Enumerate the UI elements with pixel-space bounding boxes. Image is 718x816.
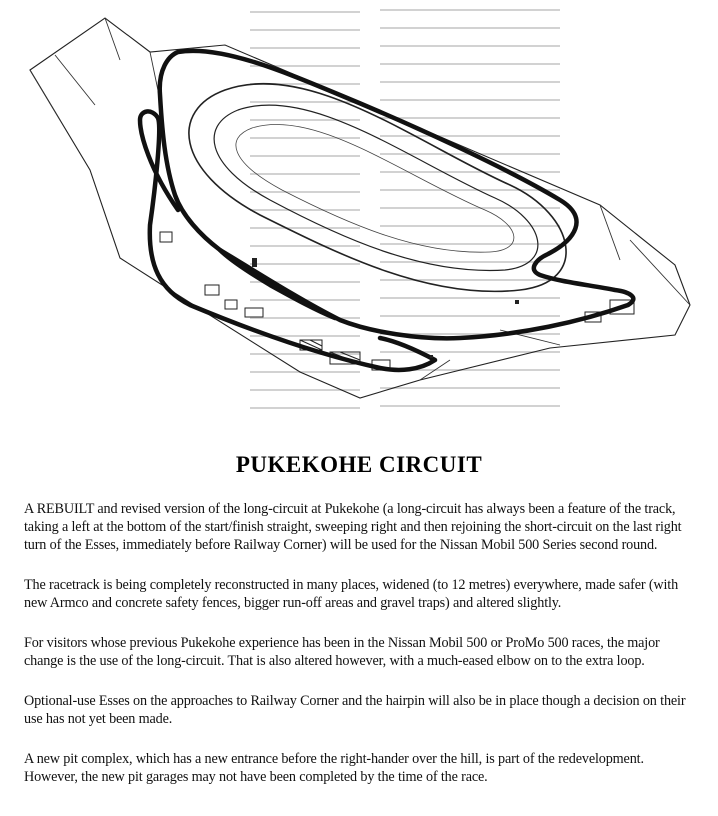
site-boundary — [30, 18, 690, 398]
article-paragraph: The racetrack is being completely reconstructed in many places, widened (to 12 metres) everywhere, made safer (with new Armco and concrete safety fences, bigger run-off areas and gravel traps) and altered slightly. — [24, 577, 679, 611]
article-title: PUKEKOHE CIRCUIT — [235, 452, 483, 477]
main-circuit-path — [160, 51, 634, 339]
article-body — [24, 500, 698, 808]
site-structures — [160, 232, 634, 370]
race-track — [140, 51, 633, 370]
trotting-oval — [189, 84, 566, 292]
article-paragraph: A REBUILT and revised version of the long-circuit at Pukekohe (a long-circuit has always been a feature of the track, taking a left at the bottom of the start/finish straight, sweeping right and then rejoining the short-circuit on the last right turn of the Esses, immediately before Railway Corner) will be used for the Nissan Mobil 500 Series second round. — [24, 501, 682, 553]
article-paragraph: A new pit complex, which has a new entrance before the right-hander over the hill, is part of the redevelopment. However, the new pit garages may not have been completed by the time of the race. — [24, 751, 644, 785]
article-paragraph: For visitors whose previous Pukekohe experience has been in the Nissan Mobil 500 or ProMo 500 races, the major change is the use of the long-circuit. That is also altered however, with a much-eased elbow on to the extra loop. — [24, 635, 660, 669]
article-paragraph: Optional-use Esses on the approaches to Railway Corner and the hairpin will also be in place though a decision on their use has not yet been made. — [24, 693, 686, 727]
